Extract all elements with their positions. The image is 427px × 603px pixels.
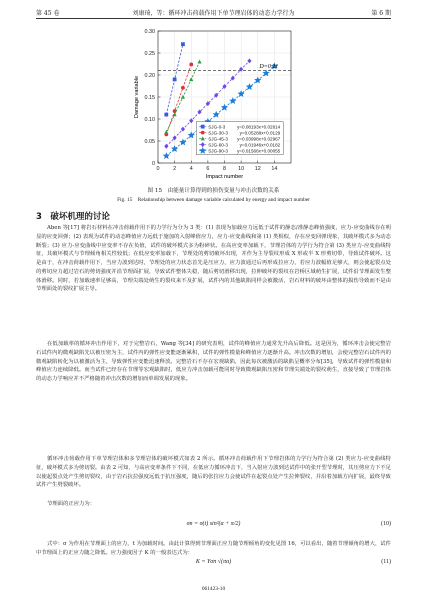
data-point (181, 127, 185, 132)
equation-formula: K = Yσn √(πa) (195, 559, 232, 565)
paragraph-text: 在低加载率的循环冲击作用下，对于完整岩石，Wang 等[34] 的研究表明，试件的峰值应力通常先升高后降低。这是因为，循环冲击会使完整岩石试件内的微观缺陷先以被压密为主，试件内的弹性应变能逐渐累积，试件的弹性模量和峰值应力逐渐升高。冲击次数的增加，会使完整岩石试件内的微观缺陷转化为以被激活为主，导致弹性应变能迅速释放。完整岩石不存在宏观缺陷，因此每次被激活的缺陷呈概率分布[35]，导致试件的弹性模量和峰值应力连续降低。而当试件已经存在节理等宏观缺陷时，低应力冲击加载可能同时导致微观缺陷压密和节理尖端处的裂纹萌生，直接导致了节理岩体的动态力学响应并不严格随着冲击次数的增加而单调发展的现象。 (36, 341, 391, 382)
data-point (229, 97, 236, 104)
legend-series-name: SJG-90-3 (208, 148, 228, 154)
x-tick-label: 12 (254, 166, 261, 172)
section-title: 3 破坏机理的讨论 (36, 212, 110, 222)
legend-series-name: SJG-0-3 (208, 124, 226, 130)
figure-caption-cn: 图 15 由能量计算得到的损伤变量与冲击次数的关系 (147, 188, 280, 194)
paragraph-3 (36, 455, 391, 490)
paragraph-5 (36, 540, 391, 558)
data-point (239, 67, 243, 72)
y-tick-label: 0.05 (144, 139, 155, 145)
legend-fit-equation: y=0.01566x+0.00055 (237, 148, 281, 154)
figure-caption-en: Fig. 15 Relationship between damage variable calculated by energy and impact number (117, 197, 310, 203)
x-tick-label: 10 (238, 166, 245, 172)
header-volume: 第 45 卷 (36, 10, 60, 17)
legend-fit-equation: y=0.08193x+0.02614 (237, 124, 281, 130)
threshold-label: D=0.21 (259, 64, 279, 71)
equation-formula: σn = σ(t) sin²(α + π/2) (186, 521, 241, 527)
equation-10 (36, 521, 391, 531)
paragraph-text: 式中：σ 为作用在节理面上的应力，t 为加载时间。由此计算得到节理面正应力随节理倾角的变化见图 16，可以看出，随着节理倾角的增大，试件中节理面上的正应力随之降低。应力强度因子 K 的一般表达式为： (36, 541, 391, 556)
data-point (201, 125, 205, 129)
x-tick-label: 6 (206, 166, 210, 172)
header-title: 刘康琦，等：循环冲击荷载作用下单节理岩体的动态力学行为 (132, 10, 295, 17)
data-point (189, 63, 193, 67)
paragraph-text: Aben 等[17] 将岩石材料在冲击荷载作用下的力学行为分为 3 类：(1) 表现为加载应力远低于试件的静态/准静态峰值强度，应力-应变曲线存在明显的应变回弹；(2) 表现为试件的动态峰值应力远低于施加的入射峰值应力，应力-应变曲线和第 (1) 类相似，存在应变回弹现象，其破坏模式多为动态断裂；(3) 应力-应变曲线中应变率不存在负值，试件的破坏模式多为粉碎状。在高应变率加载下，节理岩体的力学行为符合第 (3) 类应力-应变曲线特征，其破坏模式与节理倾角相关性较低；在低应变率加载下，节理处的剪切破坏出现，并作为主导裂纹形成 X 形或半 X 形剪切带，导致试件破坏。这是由于，在冲击荷载作用下，当应力波到达时，节理处的应力状态首先是压应力，应力波通过后再形成拉应力，若应力波幅值足够大，则会使起裂点处的剪切应力超过岩石的剪切强度并沿节理面扩展，导致试件整体失稳，随后剪切滑移出现，拉伸破坏的裂纹在岩桥区域萌生扩展，试件沿节理面发生整体滑移。同时，若加载速率足够高，节理尖端处萌生的裂纹来不及扩展，试件内的其他缺陷同样会被激活，岩石材料的破坏由整体的损伤导致而不是由节理面处的裂纹扩展主导。 (36, 225, 391, 293)
data-point (247, 58, 251, 63)
equation-number: (11) (381, 559, 391, 565)
y-tick-label: 0.20 (144, 73, 155, 79)
legend-series-name: SJG-45-3 (208, 136, 228, 142)
data-point (164, 113, 168, 117)
x-axis-label: Impact number (205, 174, 244, 180)
paragraph-text: 节理面的正应力为： (47, 501, 96, 507)
page-footer: 061423-10 (201, 586, 226, 592)
legend-fit-equation: y=0.01946x+0.0182 (239, 142, 281, 148)
legend-series-name: SJG-60-3 (208, 142, 228, 148)
y-tick-label: 0 (152, 161, 155, 167)
data-point (201, 131, 205, 135)
y-tick-label: 0.25 (144, 51, 155, 57)
legend-series-name: SJG-30-3 (208, 130, 228, 136)
data-point (181, 42, 185, 46)
data-point (173, 78, 177, 82)
data-point (181, 95, 185, 99)
x-tick-label: 0 (156, 166, 160, 172)
y-tick-label: 0.10 (144, 117, 155, 123)
paragraph-4 (36, 500, 391, 509)
legend-fit-equation: y=0.05288x+0.0129 (239, 130, 281, 136)
paragraph-2 (36, 340, 391, 384)
paragraph-1 (36, 224, 391, 294)
equation-number: (10) (381, 521, 391, 527)
header-issue: 第 6 期 (371, 10, 391, 17)
data-point (163, 152, 170, 159)
equation-11 (36, 559, 391, 569)
y-axis-label: Damage variable (134, 75, 140, 119)
x-tick-label: 4 (189, 166, 193, 172)
x-tick-label: 14 (271, 166, 278, 172)
data-point (189, 77, 193, 81)
legend-fit-equation: y=0.03998x+0.02967 (237, 136, 281, 142)
y-tick-label: 0.30 (144, 29, 155, 35)
data-point (179, 139, 186, 146)
data-point (197, 60, 201, 64)
data-point (181, 86, 185, 90)
x-tick-label: 8 (223, 166, 226, 172)
paragraph-text: 循环冲击荷载作用下单节理岩体和多节理岩体的破坏模式如表 2 所示。循环冲击荷载作用下节理岩体的力学行为符合第 (2) 类应力-应变曲线特征，破坏模式多为剪切裂。由表 2 可知，与高应变率条件下不同，在低应力循环冲击下，当入射应力波到达试件中的张开型节理时，其压剪应力下不足以使起裂点处产生剪切裂纹，由于岩石抗拉强度远低于抗压强度，随后的张拉应力会使试件在起裂点处产生拉伸裂纹，并沿着加载方向扩展，最终导致试件产生劈裂破坏。 (36, 456, 391, 489)
damage-impact-chart (0, 0, 427, 190)
chart-legend (196, 122, 283, 155)
y-tick-label: 0.15 (144, 95, 155, 101)
x-tick-label: 2 (173, 166, 177, 172)
